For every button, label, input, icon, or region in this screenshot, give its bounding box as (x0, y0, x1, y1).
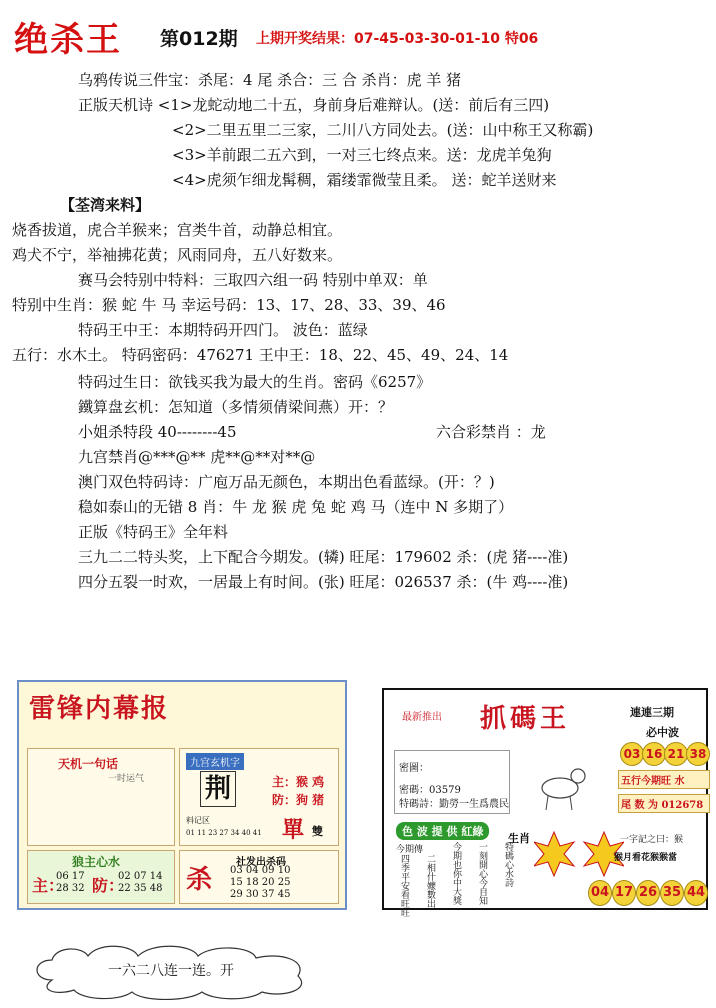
lucky-text: 猴月看花猴猴當 (614, 853, 678, 863)
color-banner: 色 波 提 供 紅綠 (396, 822, 489, 840)
ban-line: 六合彩禁肖 ：龙 (436, 423, 546, 441)
top-ball-1: 03 (620, 742, 644, 766)
annual-line: 正版《特码王》全年料 (78, 523, 229, 541)
main-label: 主： (32, 876, 65, 895)
wuxing-text: 五行今期旺 水 (618, 770, 710, 789)
shengxiao-label: 生肖 (508, 832, 530, 845)
star-burst-icon (534, 830, 624, 880)
col1-text: 今期傳 (396, 845, 424, 855)
tail-line-2: 四分五裂一时欢，一居最上有时间。(张) 旺尾：026537 杀：(牛 鸡----准) (78, 573, 569, 591)
macau-line: 澳门双色特码诗：广庖万品无颜色，本期出色看蓝绿。(开：？) (78, 473, 495, 491)
nine-palace-line: 九宫禁肖@***@** 虎**@**对**@ (78, 448, 316, 466)
poem-line-1: 正版天机诗 <1>龙蛇动地二十五，身前身后难辩认。(送：前后有三四) (78, 96, 550, 114)
abacus-line: 鐵算盘玄机：怎知道（多情须倩梁间燕）开：？ (78, 398, 394, 416)
tianji-title: 天机一句话 (58, 757, 119, 771)
leifeng-title: 雷锋内幕报 (29, 694, 170, 724)
wolf-title: 狼主心水 (72, 855, 121, 869)
new-tag: 最新推出 (402, 712, 442, 723)
main-nums-1: 06 17 (56, 871, 85, 882)
mima-box (394, 750, 510, 814)
defend-text: 防：狗 猪 (272, 793, 325, 807)
dog-drawing-icon (532, 756, 592, 814)
tail-line-1: 三九二二特头奖，上下配合今期发。(辚) 旺尾：179602 杀：(虎 猪----准) (78, 548, 569, 566)
one-char-text: 一字記之曰：猴 (620, 835, 684, 845)
col4-text: 今期也你中大獎 (451, 842, 461, 905)
col5-text: 一刻開心今自知 (477, 842, 487, 905)
kill-title: 社发出杀码 (236, 857, 286, 868)
kill-row-3: 29 30 37 45 (230, 889, 291, 900)
col6-text: 特碼心水詩 (503, 842, 513, 887)
crow-line: 乌鸦传说三件宝：杀尾：4 尾 杀合：三 合 杀肖：虎 羊 猪 (78, 71, 462, 89)
birthday-line: 特码过生日：欲钱买我为最大的生肖。密码《6257》 (78, 373, 432, 391)
jiugong-title: 九宫玄机字 (186, 753, 244, 770)
previous-result: 上期开奖结果：07-45-03-30-01-10 特06 (256, 31, 539, 47)
tail-text: 尾 数 为 012678 (618, 794, 710, 813)
mima-label: 密圖： (399, 763, 429, 774)
verse-line-1: 烧香拔道，虎合羊猴来；宫类牛首，动静总相宜。 (12, 221, 343, 239)
bottom-ball-3: 26 (636, 880, 660, 906)
single-char: 單 (282, 817, 305, 843)
small-label: 料记区 (186, 816, 210, 825)
wave-text: 必中波 (646, 726, 679, 739)
zhuama-panel (382, 688, 708, 917)
bottom-ball-4: 35 (660, 880, 684, 906)
miss-line: 小姐杀特段 40--------45 (78, 423, 237, 441)
col2-text: 四季平安看旺旺 (399, 854, 409, 917)
verse-line-2: 鸡犬不宁，举袖拂花黄；风雨同舟，五八好数来。 (12, 246, 343, 264)
top-ball-2: 16 (642, 742, 666, 766)
wuxing-line: 五行：水木土。 特码密码：476271 王中王：18、22、45、49、24、14 (12, 346, 509, 364)
poem-line-2: <2>二里五里二三家，二川八方同处去。(送：山中称王又称霸) (172, 121, 594, 139)
kill-row-2: 15 18 20 25 (230, 877, 291, 888)
jiugong-char: 荆 (200, 771, 236, 807)
wolf-box (27, 850, 175, 904)
top-ball-4: 38 (686, 742, 710, 766)
king-line: 特码王中王：本期特码开四门。 波色：蓝绿 (78, 321, 368, 339)
poem-line-4: <4>虎须乍细龙髯稠，霜缕霏微莹且柔。 送：蛇羊送财来 (172, 171, 557, 189)
def-nums-1: 02 07 14 (118, 871, 163, 882)
poem-line-3: <3>羊前跟二五六到，一对三七终点来。送：龙虎羊兔狗 (172, 146, 552, 164)
top-ball-3: 21 (664, 742, 688, 766)
def-label: 防： (92, 876, 125, 895)
stable-line: 稳如泰山的无错 8 肖：牛 龙 猴 虎 兔 蛇 鸡 马（连中 N 多期了） (78, 498, 514, 516)
leifeng-panel (17, 680, 347, 910)
cloud-text: 一六二八连一连。开 (108, 963, 234, 979)
streak-text: 連連三期 (630, 706, 674, 719)
logo-title: 绝杀王 (14, 20, 122, 60)
issue-number: 第012期 (160, 28, 238, 50)
col3-text: 二相什嬤數出 (425, 854, 435, 908)
attack-text: 主：猴 鸡 (272, 775, 325, 789)
bottom-ball-1: 04 (588, 880, 612, 906)
tianji-sub: 一时运气 (108, 774, 145, 784)
jiugong-box (179, 748, 339, 846)
kill-row-1: 03 04 09 10 (230, 865, 291, 876)
code-text: 密碼：03579 (399, 785, 461, 796)
main-nums-2: 28 32 (56, 883, 85, 894)
tianji-box (27, 748, 175, 846)
bottom-ball-5: 44 (684, 880, 708, 906)
small-nums: 01 11 23 27 34 40 41 (186, 829, 262, 837)
kill-char: 杀 (186, 865, 213, 895)
single-sub: 雙 (312, 825, 323, 838)
bottom-ball-2: 17 (612, 880, 636, 906)
zhuama-title: 抓碼王 (480, 704, 571, 734)
horse-line: 赛马会特别中特料：三取四六组一码 特别中单双：单 (78, 271, 428, 289)
section-heading: 【荃湾来料】 (60, 196, 151, 214)
poem-text: 特碼詩：勤勞一生爲農民 (399, 799, 509, 810)
kill-box (179, 850, 339, 904)
def-nums-2: 22 35 48 (118, 883, 163, 894)
zodiac-line: 特别中生肖：猴 蛇 牛 马 幸运号码：13、17、28、33、39、46 (12, 296, 446, 314)
